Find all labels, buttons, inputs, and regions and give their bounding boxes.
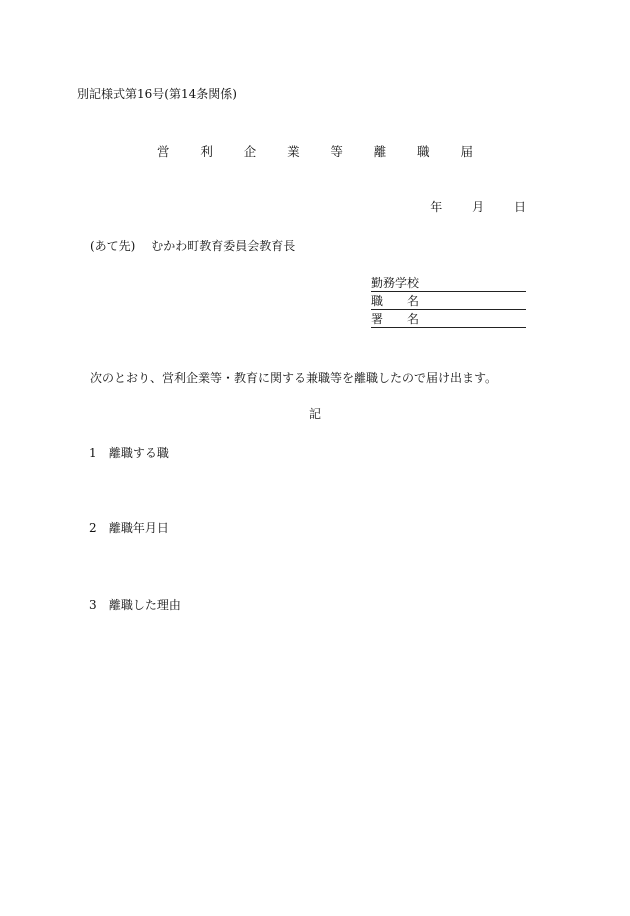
school-label: 勤務学校 [371,276,420,290]
title-char: 等 [330,144,343,159]
form-number: 別記様式第16号(第14条関係) [77,87,237,101]
signature-position-field[interactable] [371,293,526,310]
name-label: 署 名 [371,312,419,326]
item-label: 離職する職 [108,446,169,460]
item-label: 離職年月日 [108,521,169,535]
date-year-label: 年 [430,200,443,214]
date-day-label: 日 [513,200,526,214]
document-title [0,142,630,160]
item-label: 離職した理由 [108,598,181,612]
signature-school-field[interactable] [371,275,526,292]
date-line [404,198,526,215]
item-number: 1 [89,446,97,460]
item-number: 2 [89,521,97,535]
list-item [89,444,169,461]
addressee [90,237,295,254]
position-label: 職 名 [371,294,419,308]
title-char: 業 [287,144,300,159]
list-item [89,519,169,536]
list-item [89,596,181,613]
title-char: 離 [373,144,387,159]
addressee-label: (あて先) [90,239,136,253]
addressee-name: むかわ町教育委員会教育長 [151,239,296,253]
date-month-label: 月 [472,200,485,214]
title-char: 届 [460,144,473,159]
title-char: 利 [200,144,213,159]
signature-name-field[interactable] [371,311,526,328]
item-number: 3 [89,598,97,612]
title-char: 営 [157,144,170,159]
title-char: 企 [243,144,257,159]
body-text: 次のとおり、営利企業等・教育に関する兼職等を離職したので届け出ます。 [90,371,498,385]
ki-heading: 記 [308,407,321,421]
title-char: 職 [417,144,430,159]
